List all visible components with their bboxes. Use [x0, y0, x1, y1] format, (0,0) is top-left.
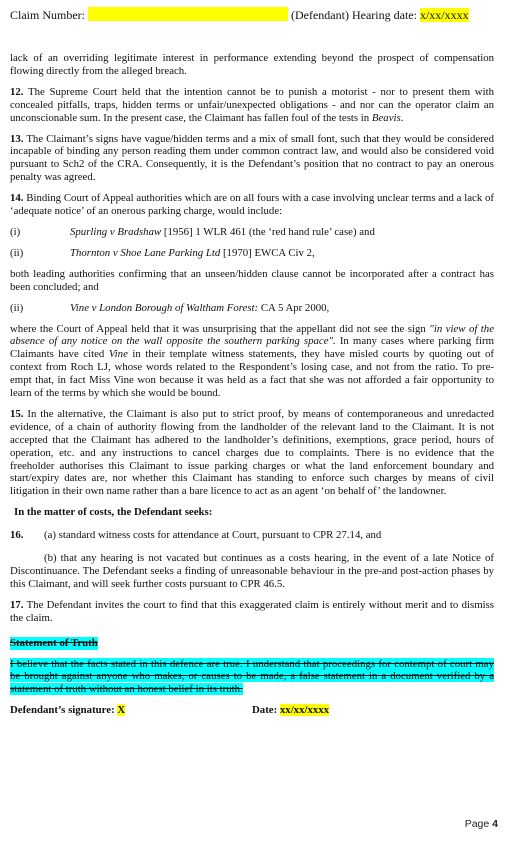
- document-body: [10, 52, 494, 720]
- paragraph-both-authorities: [10, 268, 494, 294]
- paragraph-14-text: Binding Court of Appeal authorities which are on all fours with a case involving unclear terms and a lack of ‘adequate notice’ of an onerous parking charge, would include:: [10, 192, 494, 218]
- paragraph-16: [10, 529, 494, 542]
- list-item: [10, 226, 494, 239]
- signature-value: X: [117, 704, 126, 717]
- hearing-date-value: x/xx/xxxx: [419, 8, 469, 22]
- paragraph-16-b-text: (b) that any hearing is not vacated but continues as a costs hearing, in the event of a late Notice of Discontinuance. The Defendant seeks a finding of unreasonable behaviour in the pre-and post-action phases by this Claimant, and will seek further costs pursuant to CPR 46.5.: [10, 552, 494, 590]
- statement-of-truth-heading: Statement of Truth: [10, 636, 98, 649]
- paragraph-17-number: 17.: [10, 598, 24, 611]
- paragraph-13: [10, 133, 494, 185]
- paragraph-12-text: The Supreme Court held that the intention cannot be to punish a motorist - nor to present them with concealed pitfalls, traps, hidden terms or unfair/unexpected obligations - and nor can the operator claim an unconscionable sum. In the present case, the Claimant has fallen foul of the tests in: [10, 85, 494, 124]
- claim-number-field: [88, 7, 288, 21]
- costs-heading: In the matter of costs, the Defendant seeks:: [14, 506, 213, 519]
- paragraph-12: 12. The Supreme Court held that the intention cannot be to punish a motorist - nor to present them with concealed pitfalls, traps, hidden terms or unfair/unexpected obligations - and nor can the operator claim an unconscionable sum. In the present case, the Claimant has fallen foul of the tests in Beavis.: [10, 85, 494, 124]
- paragraph-16-b: [10, 552, 494, 591]
- list-item: [10, 302, 494, 315]
- paragraph-15: [10, 408, 494, 498]
- list-item-number: (ii): [10, 301, 24, 314]
- list-item-case: Thornton v Shoe Lane Parking Ltd: [70, 246, 221, 259]
- paragraph-15-number: 15.: [10, 407, 24, 420]
- list-item-citation: [1956] 1 WLR 461 (the ‘red hand rule’ case) and: [161, 225, 375, 238]
- list-item-citation: [1970] EWCA Civ 2,: [220, 246, 315, 259]
- page-label: Page: [464, 818, 490, 830]
- signature-label: Defendant’s signature:: [10, 704, 115, 717]
- date-label: Date:: [252, 704, 278, 717]
- vine-case-name: Vine: [108, 348, 128, 361]
- page-number-value: 4: [492, 818, 498, 830]
- hearing-date-label: (Defendant) Hearing date:: [291, 8, 417, 22]
- paragraph-13-text: The Claimant’s signs have vague/hidden terms and a mix of small font, such that they would be considered incapable of binding any person reading them under common contract law, and would also be considered void pursuant to Sch2 of the CRA. Consequently, it is the Defendant’s position that no contract to pay an onerous penalty was agreed.: [10, 132, 494, 184]
- paragraph-17-text: The Defendant invites the court to find that this exaggerated claim is entirely without merit and to dismiss the claim.: [10, 598, 494, 624]
- vine-text-c: in their template witness statements, they have misled courts by quoting out of context from Roch LJ, whose words related to the Respondent’s losing case, and not from the ratio. To pre-empt that, in fact Miss Vine won because it was held as a fact that she was not afforded a fair opportunity to learn of the terms by which she would be bound.: [10, 348, 495, 400]
- paragraph-15-text: In the alternative, the Claimant is also put to strict proof, by means of contemporaneous and unredacted evidence, of a chain of authority flowing from the landholder of the relevant land to the Claimant. It is not accepted that the Claimant has adhered to the landholder’s definitions, exemptions, grace period, hours of operation, etc. and any instructions to cancel charges due to complaints. There is no evidence that the freeholder authorises this Claimant to issue parking charges or what the land enforcement boundary and start/expiry dates are, nor whether this Claimant has standing to enforce such charges by means of civil litigation in their own name rather than a bare licence to act as an agent ‘on behalf of’ the landowner.: [10, 407, 494, 498]
- signature-row: [10, 704, 494, 720]
- list-item-case: Vine v London Borough of Waltham Forest:: [70, 301, 259, 314]
- paragraph-16-a: (a) standard witness costs for attendance at Court, pursuant to CPR 27.14, and: [44, 529, 382, 542]
- paragraph-12-number: 12.: [10, 85, 24, 98]
- paragraph-vine: [10, 323, 494, 400]
- claim-number-label: Claim Number:: [10, 8, 85, 22]
- list-item-case: Spurling v Bradshaw: [70, 225, 162, 238]
- date-value: xx/xx/xxxx: [279, 704, 330, 717]
- paragraph-12-case: Beavis: [371, 111, 401, 124]
- both-authorities-text: both leading authorities confirming that an unseen/hidden clause cannot be incorporated after a contract has been concluded; and: [10, 267, 494, 293]
- statement-of-truth-text: I believe that the facts stated in this defence are true. I understand that proceedings for contempt of court may be brought against anyone who makes, or causes to be made, a false statement in a document verified by a statement of truth without an honest belief in its truth.: [10, 657, 494, 696]
- paragraph-continuation: [10, 52, 494, 78]
- paragraph-16-number: 16.: [10, 529, 24, 542]
- vine-text-a: where the Court of Appeal held that it was unsurprising that the appellant did not see the sign: [10, 322, 426, 335]
- paragraph-13-number: 13.: [10, 132, 24, 145]
- page-number: [465, 818, 498, 830]
- list-item-number: (i): [10, 225, 21, 238]
- list-item-citation: CA 5 Apr 2000,: [258, 301, 330, 314]
- paragraph-14: [10, 192, 494, 218]
- vine-text-b: In many cases where parking firm Claimants have cited: [10, 335, 495, 361]
- list-item: [10, 247, 494, 260]
- statement-of-truth-paragraph: [10, 658, 494, 697]
- list-item-number: (ii): [10, 246, 24, 259]
- paragraph-17: [10, 599, 494, 625]
- continuation-text: lack of an overriding legitimate interest in performance extending beyond the prospect of compensation flowing directly from the alleged breach.: [10, 52, 494, 77]
- page-header: [10, 7, 510, 25]
- vine-quote: "in view of the absence of any notice on the wall opposite the southern parking space".: [10, 322, 494, 348]
- paragraph-14-number: 14.: [10, 192, 24, 205]
